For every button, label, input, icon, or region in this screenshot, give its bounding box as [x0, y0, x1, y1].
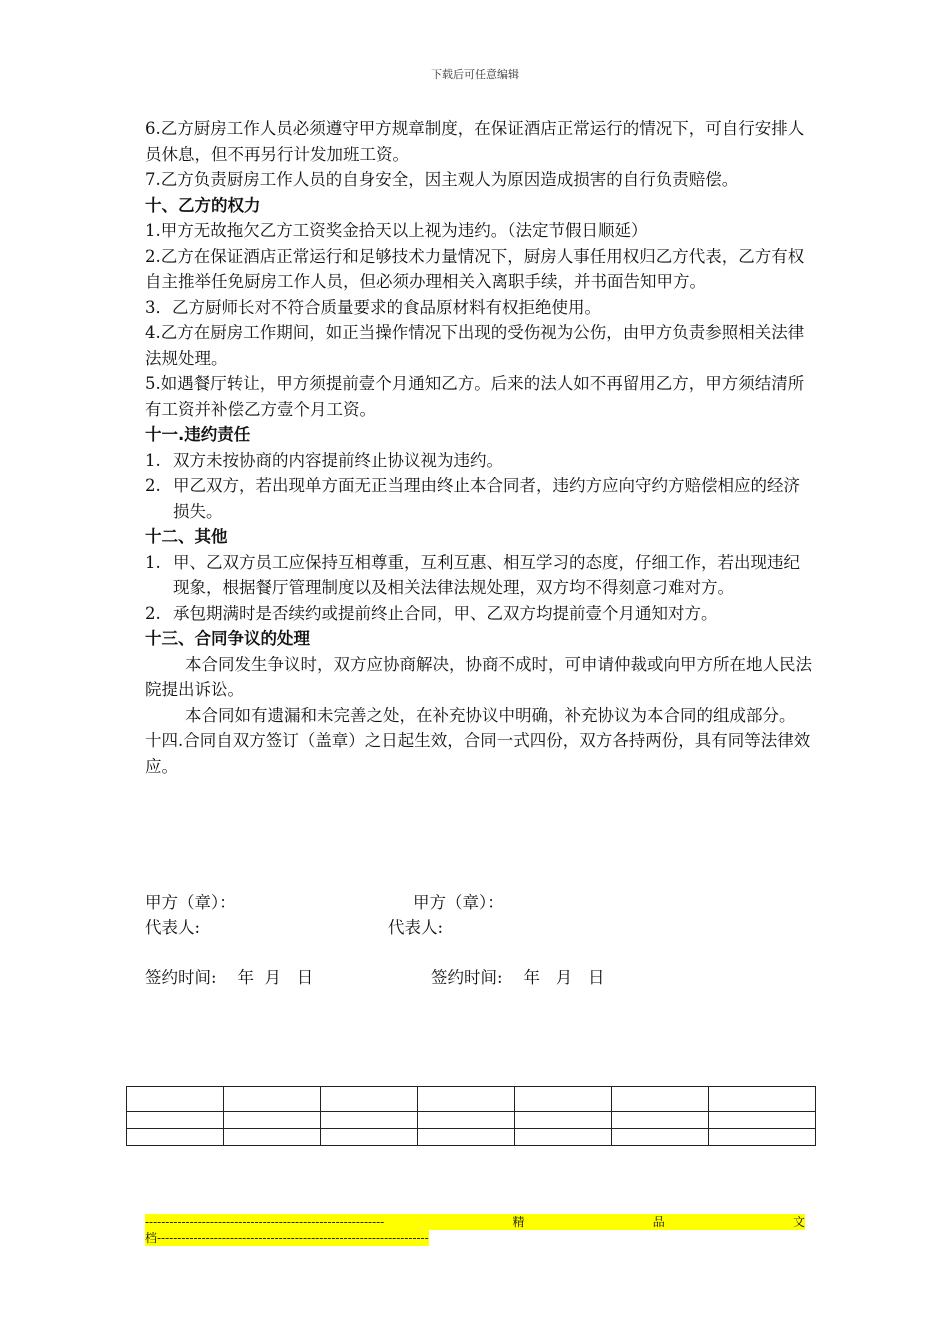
- table-cell: [709, 1087, 816, 1112]
- dispute-paragraph-2: 本合同如有遗漏和未完善之处，在补充协议中明确，补充协议为本合同的组成部分。: [185, 705, 796, 725]
- table-cell: [709, 1129, 816, 1146]
- right-clause-5: 5.如遇餐厅转让，甲方须提前壹个月通知乙方。后来的法人如不再留用乙方，甲方须结清所有工资并补偿乙方壹个月工资。: [145, 374, 805, 419]
- list-text: 甲、乙双方员工应保持互相尊重，互利互惠、相互学习的态度，仔细工作，若出现违纪现象，根据餐厅管理制度以及相关法律法规处理，双方均不得刻意刁难对方。: [173, 552, 800, 597]
- footer-line-1: [145, 1214, 805, 1230]
- table-cell: [612, 1129, 709, 1146]
- table-cell: [321, 1087, 418, 1112]
- right-clause-2: 2.乙方在保证酒店正常运行和足够技术力量情况下，厨房人事任用权归乙方代表，乙方有权自主推举任免厨房工作人员，但必须办理相关入离职手续，并书面告知甲方。: [145, 246, 805, 291]
- table-cell: [612, 1087, 709, 1112]
- table-cell: [224, 1087, 321, 1112]
- other-item-1: [145, 550, 815, 601]
- section-heading-10: 十、乙方的权力: [145, 195, 261, 215]
- page-header: 下载后可任意编辑: [431, 68, 519, 81]
- clause-7: 7.乙方负责厨房工作人员的自身安全，因主观人为原因造成损害的自行负责赔偿。: [145, 170, 739, 189]
- list-number: 2.: [145, 603, 161, 623]
- footer-char: 精: [512, 1215, 525, 1229]
- table-row: [127, 1087, 816, 1112]
- table-row: [127, 1129, 816, 1146]
- footer-watermark: [145, 1214, 805, 1246]
- list-number: 1.: [145, 450, 161, 470]
- section-heading-12: 十二、其他: [145, 527, 228, 546]
- table-cell: [515, 1112, 612, 1129]
- table-row: [127, 1112, 816, 1129]
- breach-item-2: [145, 473, 815, 524]
- clause-6: 6.乙方厨房工作人员必须遵守甲方规章制度，在保证酒店正常运行的情况下，可自行安排人员休息，但不再另行计发加班工资。: [145, 119, 805, 164]
- table-cell: [709, 1112, 816, 1129]
- table-cell: [418, 1129, 515, 1146]
- table-cell: [224, 1129, 321, 1146]
- section-heading-11: 十一.违约责任: [145, 425, 251, 444]
- right-clause-4: 4.乙方在厨房工作期间，如正当操作情况下出现的受伤视为公伤，由甲方负责参照相关法律法规处理。: [145, 323, 805, 368]
- clause-14: 十四.合同自双方签订（盖章）之日起生效，合同一式四份，双方各持两份，具有同等法律效应。: [145, 731, 811, 776]
- list-number: 2.: [145, 476, 161, 495]
- table-cell: [321, 1112, 418, 1129]
- section-heading-13: 十三、合同争议的处理: [145, 629, 310, 648]
- sign-date-right: 签约时间: 年 月 日: [431, 968, 605, 987]
- table-cell: [321, 1129, 418, 1146]
- sign-date-left: 签约时间: 年 月 日: [145, 968, 314, 987]
- table-cell: [515, 1129, 612, 1146]
- table-cell: [127, 1112, 224, 1129]
- table-cell: [612, 1112, 709, 1129]
- footer-char: 品: [652, 1215, 665, 1229]
- table-cell: [418, 1112, 515, 1129]
- representative-right: 代表人:: [388, 918, 444, 937]
- list-text: 承包期满时是否续约或提前终止合同，甲、乙双方均提前壹个月通知对方。: [173, 603, 718, 623]
- right-clause-3: 3．乙方厨师长对不符合质量要求的食品原材料有权拒绝使用。: [145, 297, 601, 317]
- list-text: 双方未按协商的内容提前终止协议视为违约。: [173, 450, 503, 470]
- blank-table: [126, 1086, 816, 1146]
- party-a-seal-right: 甲方（章）：: [413, 893, 504, 912]
- footer-char: 文: [792, 1215, 805, 1229]
- dispute-paragraph-1: 本合同发生争议时，双方应协商解决，协商不成时，可申请仲裁或向甲方所在地人民法院提出诉讼。: [145, 654, 812, 699]
- footer-dashes: -----------------------------------------------------------: [145, 1215, 385, 1229]
- breach-item-1: [145, 448, 815, 474]
- footer-line-2: 档-------------------------------------------------------------------: [145, 1231, 429, 1245]
- contract-body: [145, 116, 815, 779]
- table-cell: [418, 1087, 515, 1112]
- right-clause-1: 1.甲方无故拖欠乙方工资奖金拾天以上视为违约。（法定节假日顺延）: [145, 221, 648, 240]
- representative-left: 代表人:: [145, 918, 201, 937]
- table-cell: [127, 1087, 224, 1112]
- table-cell: [127, 1129, 224, 1146]
- list-text: 甲乙双方，若出现单方面无正当理由终止本合同者，违约方应向守约方赔偿相应的经济损失。: [173, 476, 800, 521]
- list-number: 1.: [145, 552, 161, 572]
- table-cell: [515, 1087, 612, 1112]
- table-cell: [224, 1112, 321, 1129]
- other-item-2: [145, 601, 815, 627]
- party-a-seal-left: 甲方（章）：: [145, 893, 236, 912]
